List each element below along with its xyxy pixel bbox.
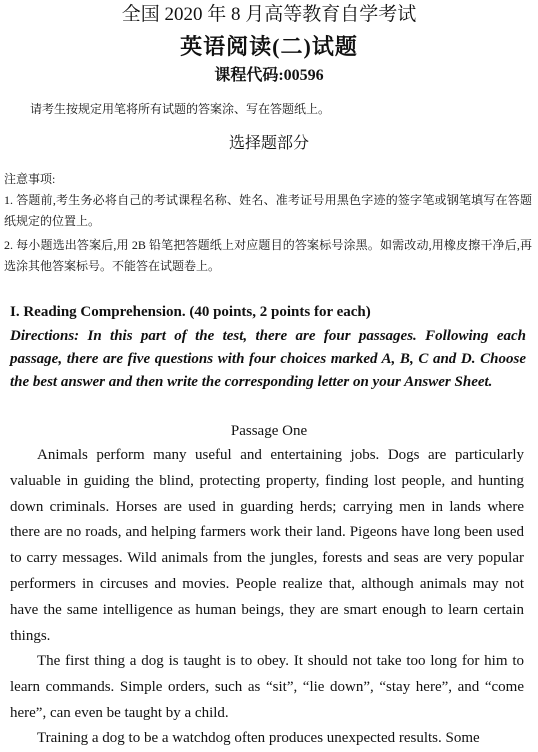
exam-title: 全国 2020 年 8 月高等教育自学考试: [121, 4, 417, 25]
passage-title: Passage One: [230, 423, 308, 439]
note-item: 2. 每小题选出答案后,用 2B 铅笔把答题纸上对应题目的答案标号涂黑。如需改动,用橡皮擦干净后,再选涂其他答案标号。不能答在试题卷上。: [4, 238, 532, 273]
section-title: 选择题部分: [228, 135, 309, 152]
subject-title: 英语阅读(二)试题: [180, 34, 358, 59]
answer-instruction: 请考生按规定用笔将所有试题的答案涂、写在答题纸上。: [30, 102, 331, 116]
notes-label: 注意事项:: [4, 172, 56, 186]
passage-paragraph: Training a dog to be a watchdog often produces unexpected results. Some: [37, 730, 480, 746]
note-item: 1. 答题前,考生务必将自己的考试课程名称、姓名、准考证号用黑色字迹的签字笔或钢笔填写在答题纸规定的位置上。: [4, 193, 532, 228]
passage-paragraph: The first thing a dog is taught is to obey. It should not take too long for him to learn commands. Simple orders, such as “sit”, “lie down”, “stay here”, and “come here”, can even be taught by a child.: [10, 653, 524, 721]
course-code: 课程代码:00596: [214, 67, 324, 84]
passage-paragraph: Animals perform many useful and entertaining jobs. Dogs are particularly valuable in guiding the blind, protecting property, finding lost people, and hunting down criminals. Horses are used in guarding herds; carrying men in lands where there are no roads, and helping farmers work their land. Pigeons have long been used to carry messages. Wild animals from the jungles, forests and seas are very popular performers in circuses and movies. People realize that, although animals may not have the same intelligence as human beings, they are smart enough to learn certain things.: [10, 447, 524, 644]
directions: Directions: In this part of the test, there are four passages. Following each passage, there are five questions with four choices marked A, B, C and D. Choose the best answer and then write the corresponding letter on your Answer Sheet.: [10, 328, 526, 390]
part-heading: I. Reading Comprehension. (40 points, 2 points for each): [10, 304, 371, 320]
